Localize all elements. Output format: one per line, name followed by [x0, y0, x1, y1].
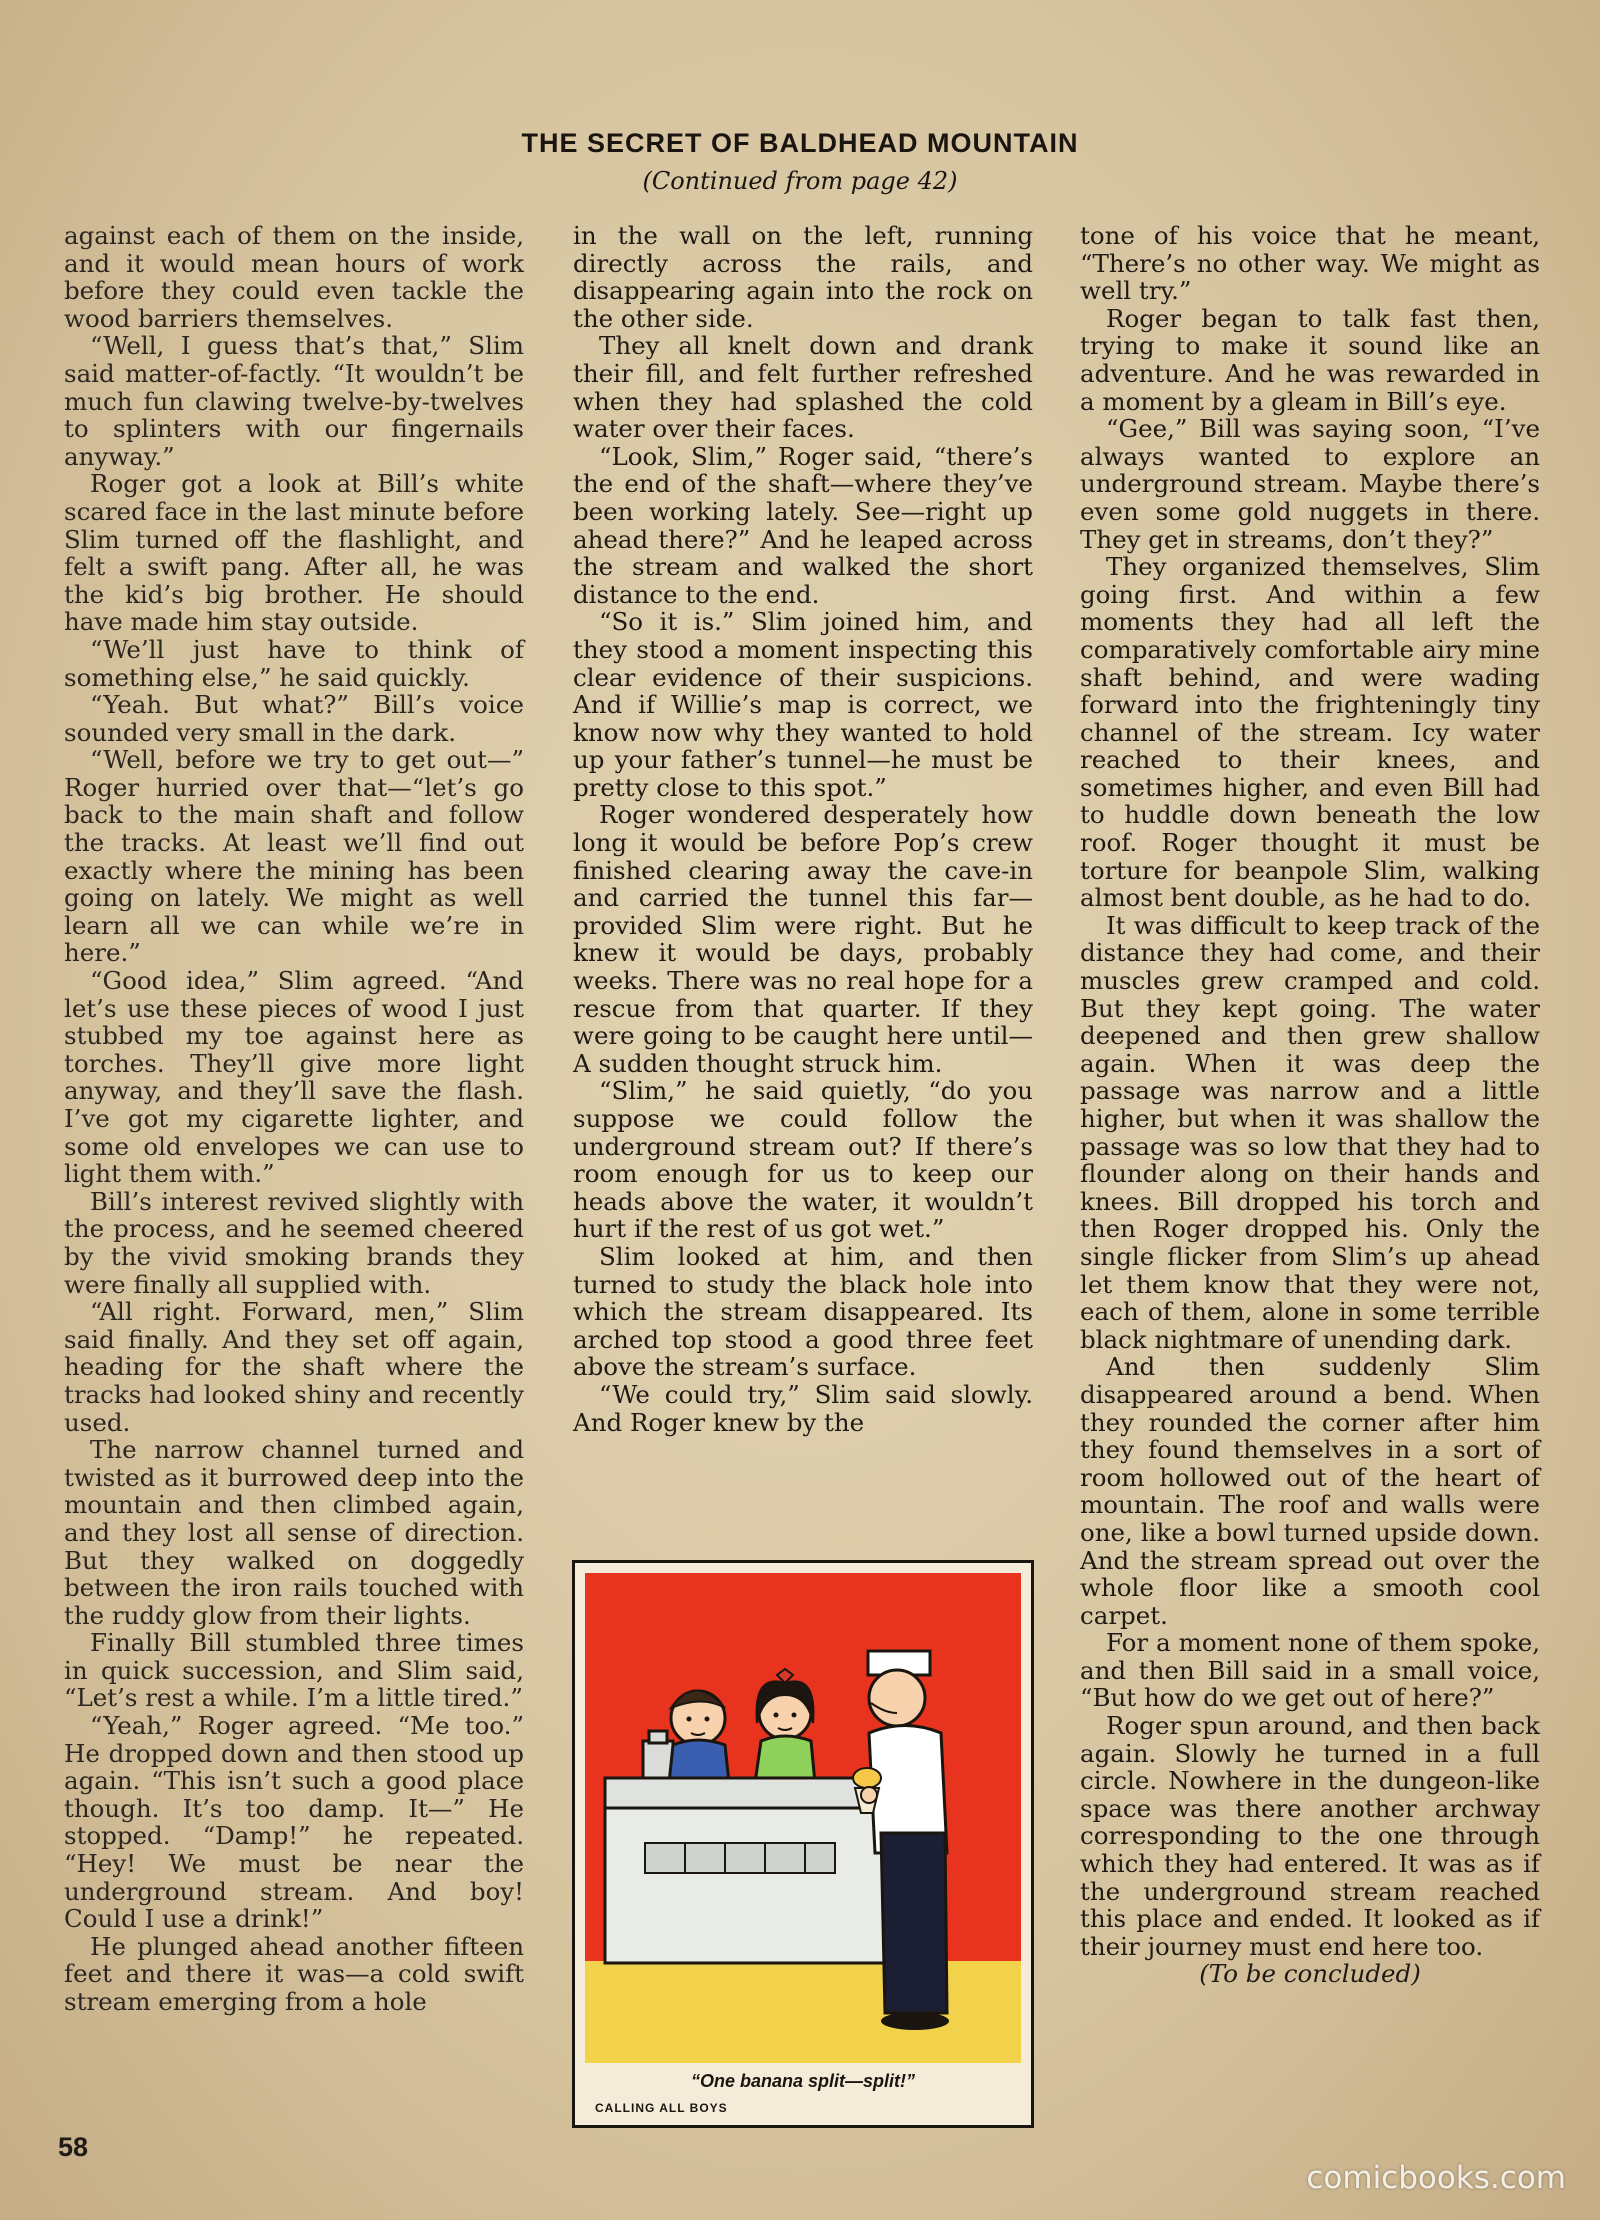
cartoon-caption: “One banana split—split!”: [690, 2071, 916, 2091]
page-number: 58: [58, 2132, 89, 2162]
paragraph: Bill’s interest revived slightly with the process, and he seemed cheered by the vivid smoking brands they were finally all supplied with.: [64, 1186, 524, 1299]
paragraph: For a moment none of them spoke, and then Bill said in a small voice, “But how do we get out of here?”: [1080, 1628, 1540, 1713]
paragraph: “Well, I guess that’s that,” Slim said matter-of-factly. “It wouldn’t be much fun clawing twelve-by-twelves to splinters with our fingernails anyway.”: [64, 331, 524, 471]
text-column-3: [1080, 222, 1540, 1988]
text-column-2: [573, 222, 1033, 1436]
cartoon-panel: [572, 1560, 1034, 2128]
paragraph: Roger began to talk fast then, trying to make it sound like an adventure. And he was rewarded in a moment by a gleam in Bill’s eye.: [1080, 303, 1540, 416]
paragraph: The narrow channel turned and twisted as it burrowed deep into the mountain and then climbed again, and they lost all sense of direction. But they walked on doggedly between the iron rails touched with the ruddy glow from their lights.: [64, 1435, 524, 1630]
paragraph: tone of his voice that he meant, “There’s no other way. We might as well try.”: [1080, 221, 1540, 306]
text-column-1: [64, 222, 524, 2016]
paragraph: Roger got a look at Bill’s white scared face in the last minute before Slim turned off the flashlight, and felt a swift pang. After all, he was the kid’s big brother. He should have made him stay outside.: [64, 469, 524, 637]
paragraph: “Good idea,” Slim agreed. “And let’s use these pieces of wood I just stubbed my toe against here as torches. They’ll give more light anyway, and they’ll save the flash. I’ve got my cigarette lighter, and some old envelopes we can use to light them with.”: [64, 966, 524, 1189]
paragraph: “Yeah,” Roger agreed. “Me too.” He dropped down and then stood up again. “This isn’t such a good place though. It’s too damp. It—” He stopped. “Damp!” he repeated. “Hey! We must be near the underground stream. And boy! Could I use a drink!”: [64, 1711, 524, 1934]
cartoon-illustration: [585, 1573, 1021, 2063]
paragraph: Roger wondered desperately how long it would be before Pop’s crew finished clearing away the cave-in and carried the tunnel this far—provided Slim were right. But he knew it would be days, probably weeks. There was no real hope for a rescue from that quarter. If they were going to be caught here until— A sudden thought struck him.: [573, 800, 1033, 1078]
site-watermark: comicbooks.com: [1306, 2160, 1566, 2196]
paragraph: “We could try,” Slim said slowly. And Roger knew by the: [573, 1379, 1033, 1437]
continued-note: (Continued from page 42): [642, 167, 958, 195]
paragraph: And then suddenly Slim disappeared around a bend. When they rounded the corner after him they found themselves in a sort of room hollowed out of the heart of mountain. The roof and walls were one, like a bowl turned upside down. And the stream spread out over the whole floor like a smooth cool carpet.: [1080, 1352, 1540, 1630]
paragraph: “Yeah. But what?” Bill’s voice sounded very small in the dark.: [64, 690, 524, 747]
article-title: THE SECRET OF BALDHEAD MOUNTAIN: [521, 128, 1079, 158]
article-header: [0, 128, 1600, 195]
paragraph: They organized themselves, Slim going first. And within a few moments they had all left the comparatively comfortable airy mine shaft behind, and were wading forward into the frighteningly tiny channel of the stream. Icy water reached to their knees, and sometimes higher, and even Bill had to huddle down beneath the low roof. Roger thought it must be torture for beanpole Slim, walking almost bent double, as he had to do.: [1080, 552, 1540, 913]
paragraph: “So it is.” Slim joined him, and they stood a moment inspecting this clear evidence of their suspicions. And if Willie’s map is correct, we know now why they wanted to hold up your father’s tunnel—he must be pretty close to this spot.”: [573, 607, 1033, 802]
paragraph: He plunged ahead another fifteen feet and there it was—a cold swift stream emerging from a hole: [64, 1931, 524, 2016]
paragraph: “Well, before we try to get out—” Roger hurried over that—“let’s go back to the main shaft and follow the tracks. At least we’ll find out exactly where the mining has been going on lately. We might as well learn all we can while we’re in here.”: [64, 745, 524, 968]
paragraph: Slim looked at him, and then turned to study the black hole into which the stream disappeared. Its arched top stood a good three feet above the stream’s surface.: [573, 1241, 1033, 1382]
paragraph: “We’ll just have to think of something else,” he said quickly.: [64, 634, 524, 692]
paragraph: They all knelt down and drank their fill, and felt further refreshed when they had splashed the cold water over their faces.: [573, 331, 1033, 444]
paragraph: “Look, Slim,” Roger said, “there’s the end of the shaft—where they’ve been working lately. See—right up ahead there?” And he leaped across the stream and walked the short distance to the end.: [573, 441, 1033, 609]
paragraph: It was difficult to keep track of the distance they had come, and their muscles grew cramped and cold. But they kept going. The water deepened and then grew shallow again. When it was deep the passage was narrow and a little higher, but when it was shallow the passage was so low that they had to flounder along on their hands and knees. Bill dropped his torch and then Roger dropped his. Only the single flicker from Slim’s up ahead let them know that they were not, each of them, alone in some terrible black nightmare of unending dark.: [1080, 910, 1540, 1354]
paragraph: Roger spun around, and then back again. Slowly he turned in a full circle. Nowhere in the dungeon-like space was there another archway corresponding to the one through which they had entered. It was as if the underground stream reached this place and ended. It looked as if their journey must end here too.: [1080, 1711, 1540, 1961]
paragraph: “Slim,” he said quietly, “do you suppose we could follow the underground stream out? If there’s room enough for us to keep our heads above the water, it wouldn’t hurt if the rest of us got wet.”: [573, 1076, 1033, 1244]
cartoon-credit: CALLING ALL BOYS: [595, 2101, 728, 2115]
paragraph: against each of them on the inside, and it would mean hours of work before they could even tackle the wood barriers themselves.: [64, 221, 524, 333]
paragraph: in the wall on the left, running directly across the rails, and disappearing again into the rock on the other side.: [573, 221, 1033, 333]
paragraph: “Gee,” Bill was saying soon, “I’ve always wanted to explore an underground stream. Maybe there’s even some gold nuggets in there. They get in streams, don’t they?”: [1080, 414, 1540, 554]
paragraph: “All right. Forward, men,” Slim said finally. And they set off again, heading for the shaft where the tracks had looked shiny and recently used.: [64, 1297, 524, 1437]
to-be-concluded-note: (To be concluded): [1199, 1959, 1421, 1989]
paragraph: Finally Bill stumbled three times in quick succession, and Slim said, “Let’s rest a while. I’m a little tired.”: [64, 1628, 524, 1713]
